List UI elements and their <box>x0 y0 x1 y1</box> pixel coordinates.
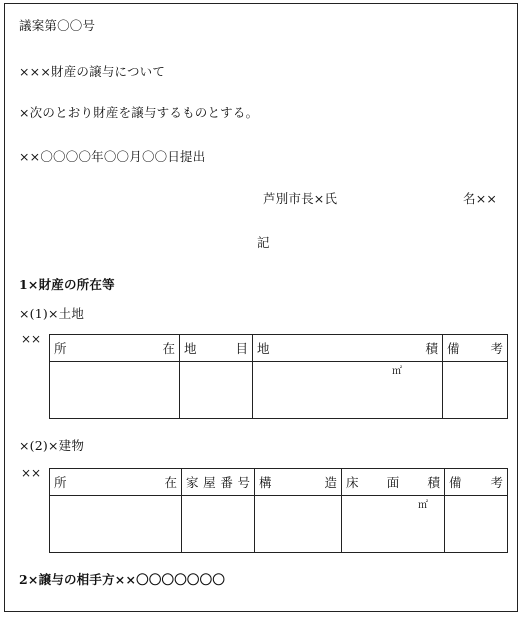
land-area-unit: ㎡ <box>392 366 402 377</box>
land-col-category: 地 目 <box>180 335 253 362</box>
building-area-unit: ㎡ <box>418 500 428 511</box>
land-label: ×(1)×土地 <box>19 306 85 321</box>
land-cell-location <box>50 362 180 419</box>
submitted-date: ××〇〇〇〇年〇〇月〇〇日提出 <box>19 149 206 164</box>
section1-title: 1×財産の所在等 <box>19 277 115 292</box>
doc-number: 議案第〇〇号 <box>19 18 96 33</box>
building-cell-location <box>50 496 182 553</box>
building-cell-structure <box>255 496 342 553</box>
building-col-structure: 構 造 <box>255 469 342 496</box>
mayor-name: 名×× <box>463 191 498 206</box>
document-page <box>4 3 518 612</box>
building-cell-floor-area <box>342 496 445 553</box>
building-table-row <box>50 496 508 553</box>
land-table <box>49 334 508 419</box>
building-table <box>49 468 508 553</box>
building-cell-remarks <box>445 496 508 553</box>
section2-title: 2×譲与の相手方××〇〇〇〇〇〇〇 <box>19 572 226 587</box>
building-table-header-row <box>50 469 508 496</box>
land-table-prefix: ×× <box>21 332 42 346</box>
land-table-row <box>50 362 508 419</box>
land-col-location: 所 在 <box>50 335 180 362</box>
building-col-location: 所 在 <box>50 469 182 496</box>
land-cell-category <box>180 362 253 419</box>
doc-statement: ×次のとおり財産を譲与するものとする。 <box>19 105 259 120</box>
mayor-label: 芦別市長×氏 <box>263 191 338 206</box>
ki-heading: 記 <box>257 235 270 250</box>
doc-subject: ×××財産の譲与について <box>19 64 166 79</box>
land-col-area: 地 積 <box>253 335 443 362</box>
building-cell-house-number <box>182 496 255 553</box>
building-label: ×(2)×建物 <box>19 438 85 453</box>
land-cell-area <box>253 362 443 419</box>
building-table-prefix: ×× <box>21 466 42 480</box>
building-col-floor-area: 床面積 <box>342 469 445 496</box>
building-col-house-number: 家屋番号 <box>182 469 255 496</box>
land-table-header-row <box>50 335 508 362</box>
land-cell-remarks <box>443 362 508 419</box>
land-col-remarks: 備 考 <box>443 335 508 362</box>
building-col-remarks: 備 考 <box>445 469 508 496</box>
